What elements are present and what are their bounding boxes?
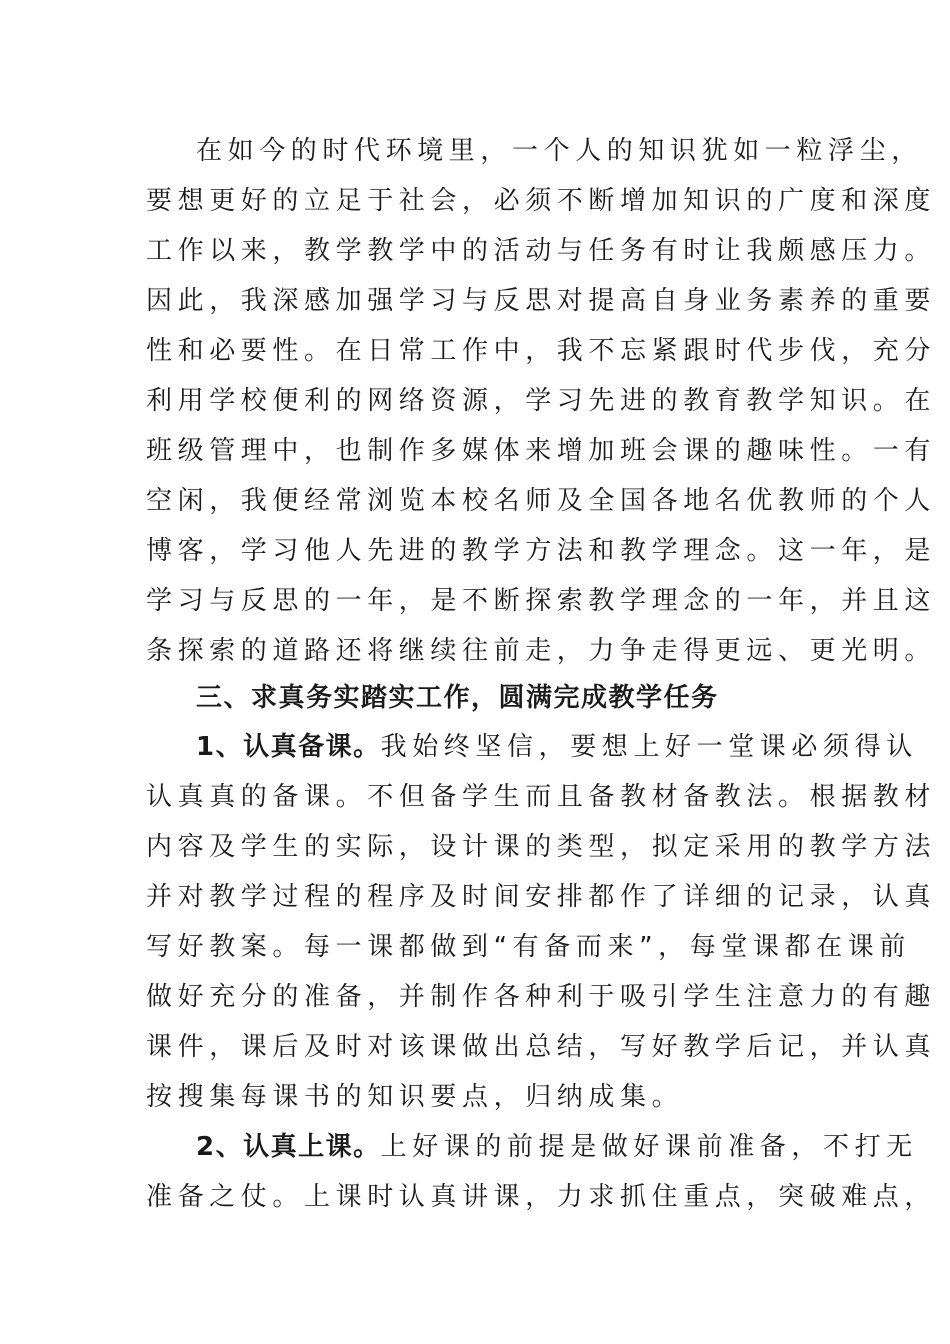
section-2-first-line <box>196 1127 918 1167</box>
section-2-first-text: 上好课的前提是做好课前准备，不打无 <box>380 1132 918 1162</box>
paragraph-line: 在如今的时代环境里，一个人的知识犹如一粒浮尘， <box>196 136 923 166</box>
paragraph-line: 课件，课后及时对该课做出总结，写好教学后记，并认真 <box>146 1032 937 1062</box>
paragraph-line: 利用学校便利的网络资源，学习先进的教育教学知识。在 <box>146 386 937 416</box>
paragraph-line: 做好充分的准备，并制作各种利于吸引学生注意力的有趣 <box>146 982 937 1012</box>
section-1-label: 1、认真备课。 <box>196 732 381 762</box>
paragraph-line: 工作以来，教学教学中的活动与任务有时让我颇感压力。 <box>146 236 937 266</box>
section-1-first-line <box>196 727 918 767</box>
paragraph-line: 条探索的道路还将继续往前走，力争走得更远、更光明。 <box>146 636 937 666</box>
paragraph-line: 空闲，我便经常浏览本校名师及全国各地名优教师的个人 <box>146 486 937 516</box>
paragraph-line: 准备之仗。上课时认真讲课，力求抓住重点，突破难点， <box>146 1182 937 1212</box>
paragraph-line: 博客，学习他人先进的教学方法和教学理念。这一年，是 <box>146 536 937 566</box>
paragraph-line: 并对教学过程的程序及时间安排都作了详细的记录，认真 <box>146 882 937 912</box>
section-heading: 三、求真务实踏实工作，圆满完成教学任务 <box>196 683 719 713</box>
paragraph-line: 要想更好的立足于社会，必须不断增加知识的广度和深度 <box>146 186 937 216</box>
section-2-label: 2、认真上课。 <box>196 1132 381 1162</box>
paragraph-line: 按搜集每课书的知识要点，归纳成集。 <box>146 1082 684 1112</box>
paragraph-line: 性和必要性。在日常工作中，我不忘紧跟时代步伐，充分 <box>146 336 937 366</box>
paragraph-line: 学习与反思的一年，是不断探索教学理念的一年，并且这 <box>146 586 937 616</box>
paragraph-line: 写好教案。每一课都做到“有备而来”，每堂课都在课前 <box>146 932 911 962</box>
paragraph-line: 内容及学生的实际，设计课的类型，拟定采用的教学方法 <box>146 832 937 862</box>
paragraph-line: 认真真的备课。不但备学生而且备教材备教法。根据教材 <box>146 782 937 812</box>
paragraph-line: 班级管理中，也制作多媒体来增加班会课的趣味性。一有 <box>146 436 937 466</box>
paragraph-line: 因此，我深感加强学习与反思对提高自身业务素养的重要 <box>146 286 937 316</box>
section-1-first-text: 我始终坚信，要想上好一堂课必须得认 <box>380 732 918 762</box>
